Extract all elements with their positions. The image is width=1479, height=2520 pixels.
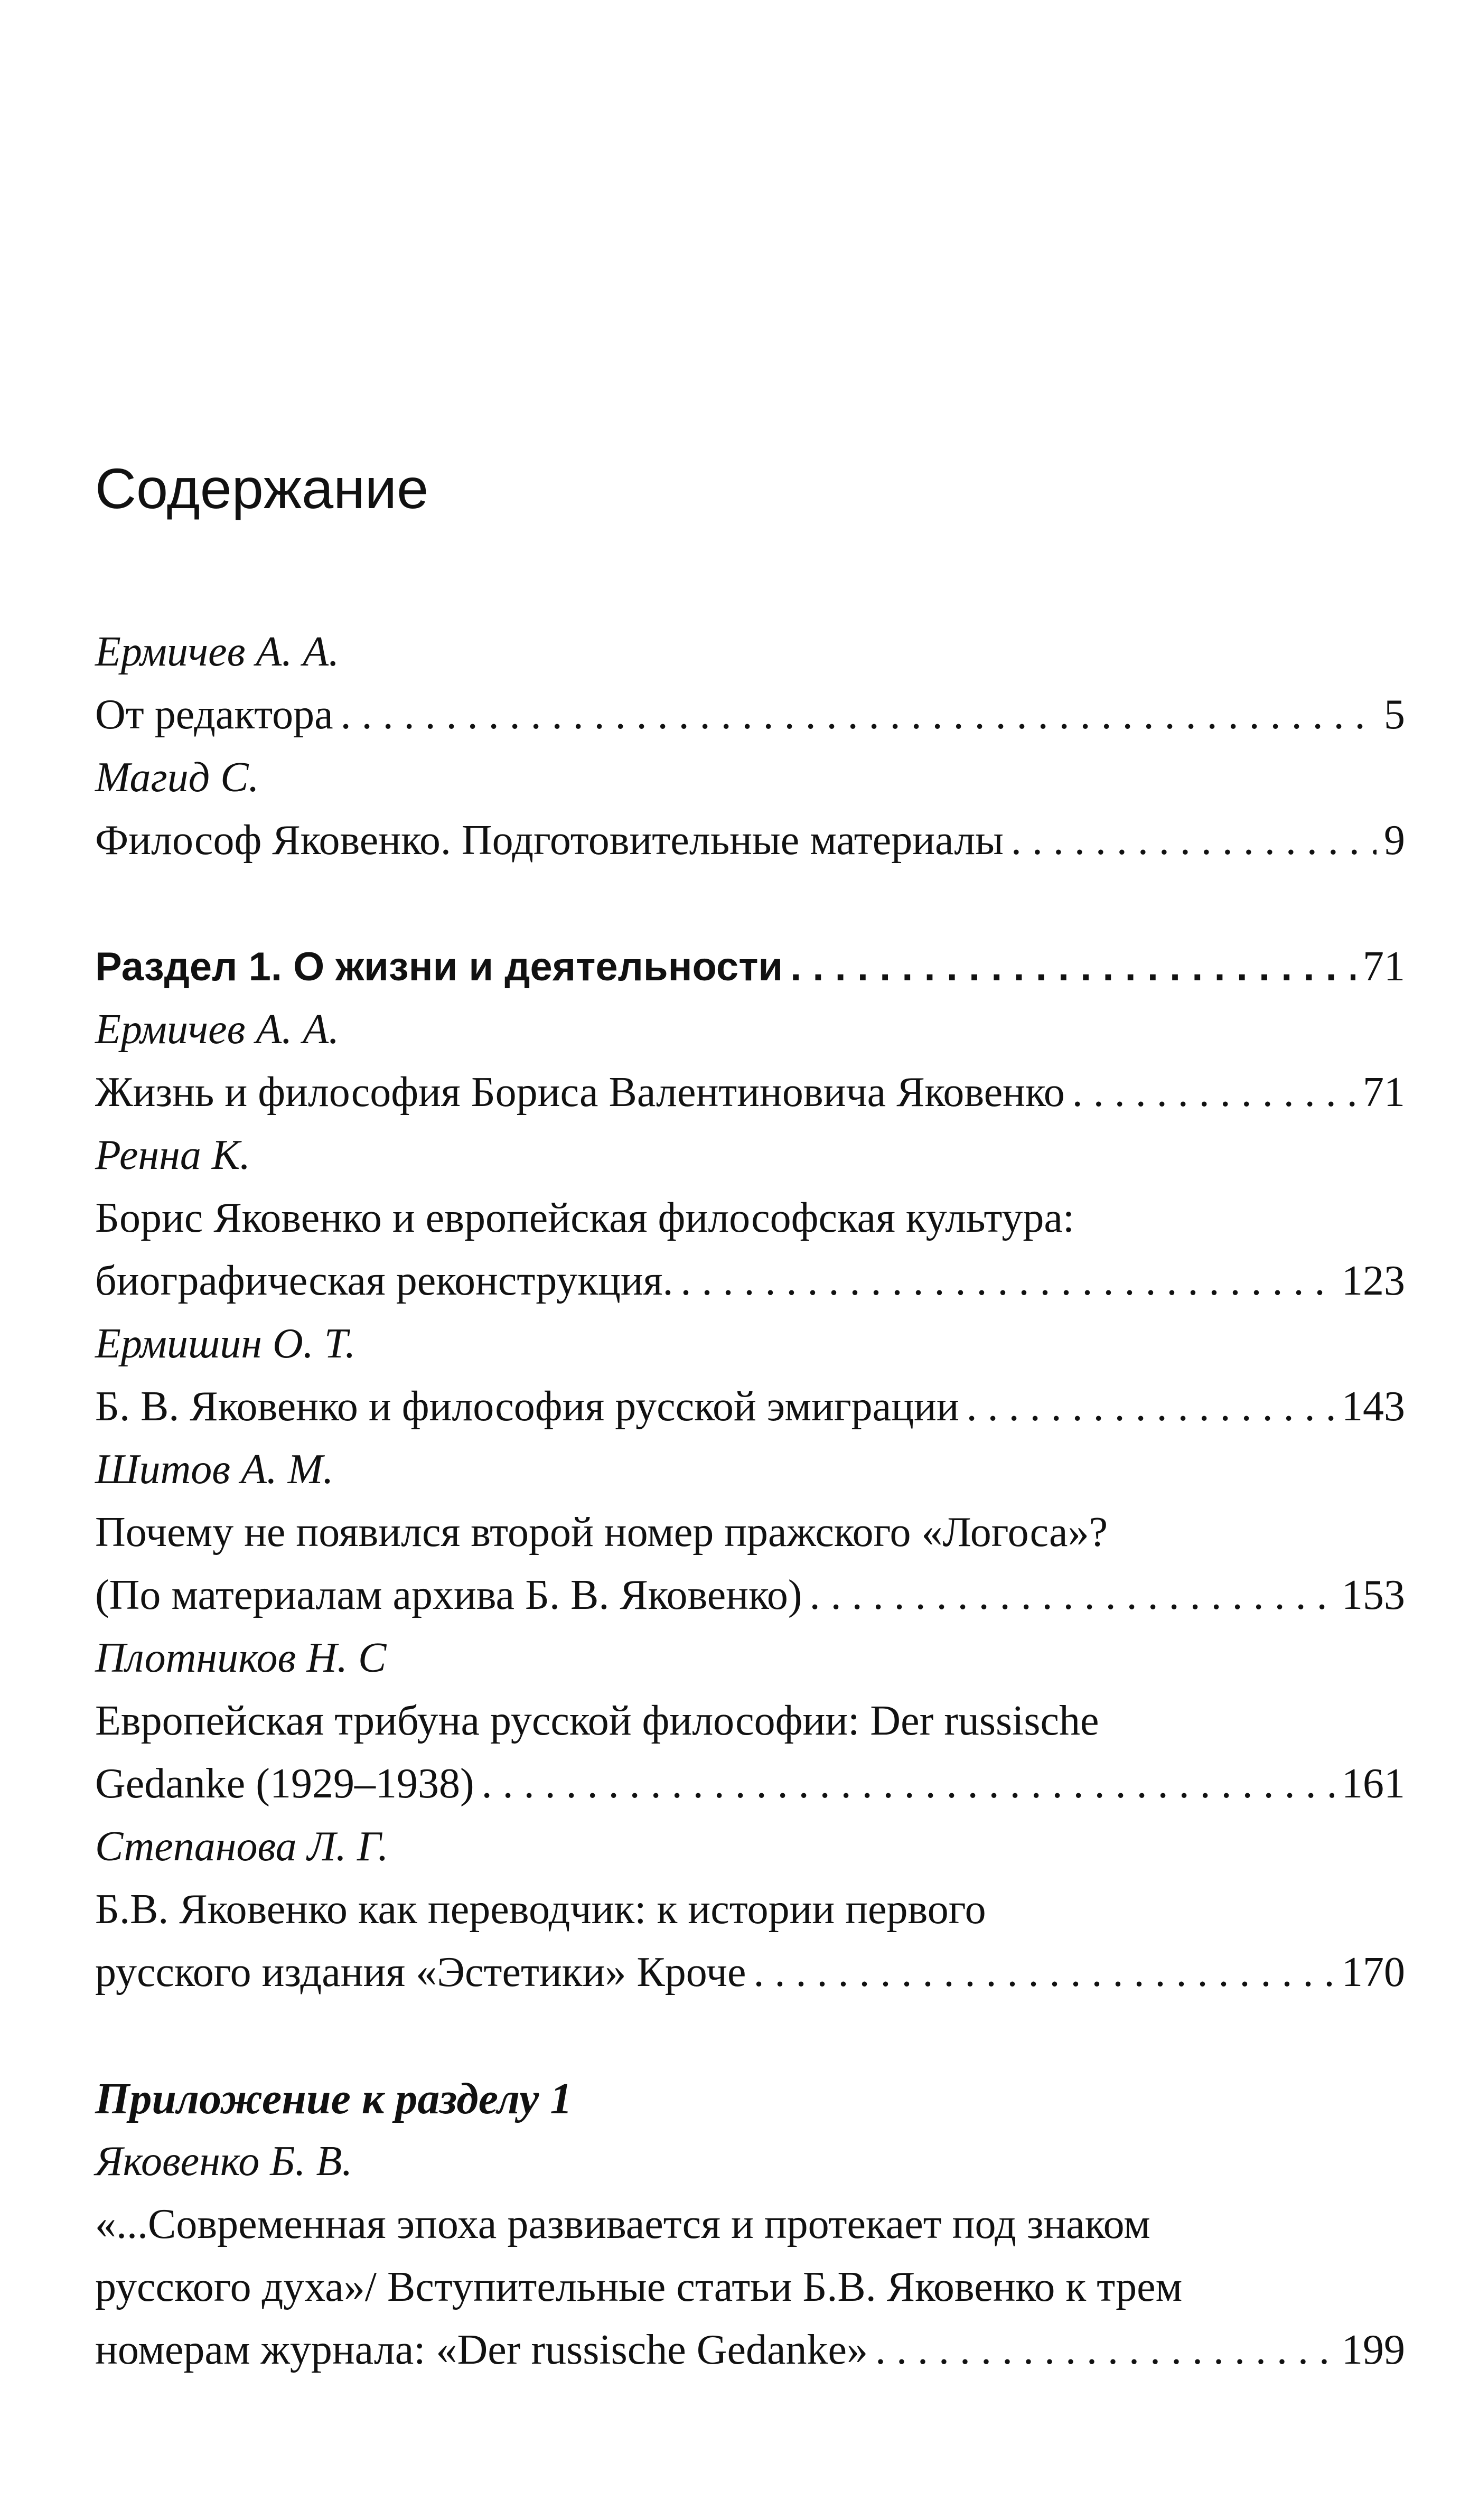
entry-author: Шитов А. М. [95, 1446, 334, 1493]
entry-title: Б. В. Яковенко и философия русской эмиграции [95, 1383, 959, 1430]
entry-title-line [95, 2319, 1405, 2382]
entry-author: Ермичев А. А. [95, 629, 340, 675]
dot-leader [1011, 809, 1377, 872]
entry-title: (По материалам архива Б. В. Яковенко) [95, 1572, 802, 1618]
page-title: Содержание [95, 456, 429, 520]
entry-title-line: русского духа»/ Вступительные статьи Б.В. Яковенко к трем [95, 2264, 1183, 2310]
entry-title: Gedanke (1929–1938) [95, 1760, 474, 1807]
dot-leader [482, 1753, 1334, 1815]
toc-entry [95, 1313, 1405, 1438]
entry-page-number: 5 [1384, 691, 1405, 738]
entry-title-line [95, 1941, 1405, 2004]
entry-page-number: 71 [1363, 1069, 1405, 1116]
entry-title: номерам журнала: «Der russische Gedanke» [95, 2327, 868, 2373]
entry-title-line [95, 1564, 1405, 1627]
entry-author: Ермичев А. А. [95, 1006, 340, 1053]
entry-title-line [95, 1061, 1405, 1124]
entry-title: русского издания «Эстетики» Кроче [95, 1949, 746, 1996]
entry-page-number: 143 [1342, 1383, 1405, 1430]
entry-title: Жизнь и философия Бориса Валентиновича Яковенко [95, 1069, 1065, 1116]
toc-entry [95, 1627, 1405, 1815]
entry-author: Ермишин О. Т. [95, 1320, 356, 1367]
toc-entry [95, 1124, 1405, 1313]
toc-entry-magid [95, 746, 1405, 872]
entry-title: биографическая реконструкция. [95, 1258, 673, 1304]
spacer [95, 2004, 1405, 2067]
dot-leader [875, 2319, 1334, 2382]
entry-title-line: «...Современная эпоха развивается и протекает под знаком [95, 2201, 1150, 2247]
entry-title-line: Б.В. Яковенко как переводчик: к истории первого [95, 1886, 986, 1933]
dot-leader [753, 1941, 1334, 2004]
entry-author: Магид С. [95, 754, 259, 801]
toc-entry [95, 1815, 1405, 2004]
entry-page-number: 123 [1342, 1258, 1405, 1304]
section-title: Раздел 1. О жизни и деятельности [95, 944, 783, 989]
entry-page-number: 199 [1342, 2327, 1405, 2373]
spacer [95, 872, 1405, 935]
entry-title-line [95, 683, 1405, 746]
entry-title-line: Европейская трибуна русской философии: Der russische [95, 1698, 1099, 1744]
entry-page-number: 153 [1342, 1572, 1405, 1618]
appendix-heading: Приложение к разделу 1 [95, 2074, 573, 2123]
entry-title: От редактора [95, 691, 333, 738]
toc-entry [95, 1438, 1405, 1627]
section-page-number: 71 [1363, 943, 1405, 990]
dot-leader [1072, 1061, 1355, 1124]
entry-title: Философ Яковенко. Подготовительные материалы [95, 817, 1004, 864]
entry-page-number: 9 [1384, 817, 1405, 864]
entry-author: Степанова Л. Г. [95, 1823, 389, 1870]
dot-leader [341, 683, 1377, 746]
dot-leader [967, 1375, 1334, 1438]
dot-leader [790, 935, 1355, 998]
entry-title-line: Почему не появился второй номер пражского «Логоса»? [95, 1509, 1108, 1556]
entry-title-line [95, 1250, 1405, 1313]
toc-entry-editor [95, 621, 1405, 746]
entry-author: Ренна К. [95, 1132, 250, 1178]
entry-author: Яковенко Б. В. [95, 2138, 353, 2185]
table-of-contents [95, 621, 1405, 2382]
entry-author: Плотников Н. С [95, 1635, 387, 1681]
entry-page-number: 170 [1342, 1949, 1405, 1996]
toc-entry [95, 998, 1405, 1124]
dot-leader [681, 1250, 1335, 1313]
entry-title-line [95, 1375, 1405, 1438]
entry-title-line [95, 809, 1405, 872]
toc-entry [95, 2130, 1405, 2382]
entry-title-line [95, 1753, 1405, 1815]
entry-title-line: Борис Яковенко и европейская философская культура: [95, 1195, 1075, 1241]
section-heading [95, 935, 1405, 998]
dot-leader [810, 1564, 1334, 1627]
entry-page-number: 161 [1342, 1760, 1405, 1807]
